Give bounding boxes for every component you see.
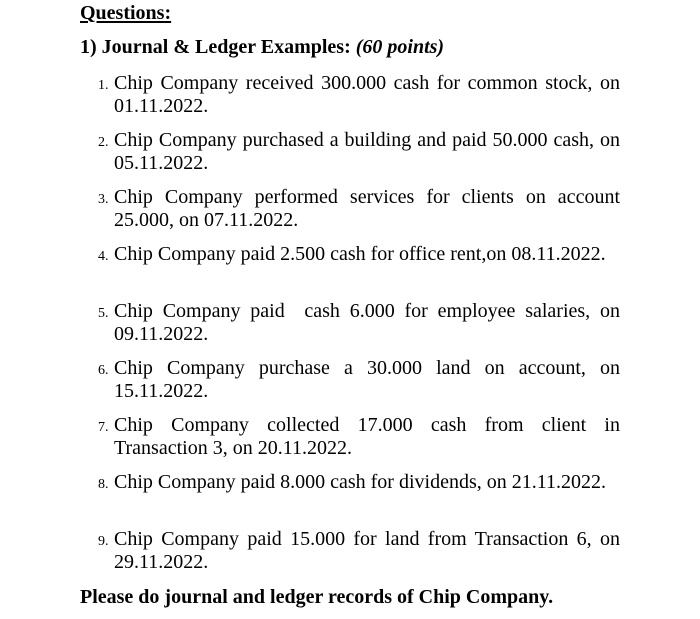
question-text: Chip Company paid 15.000 for land from Transaction 6, on 29.11.2022. <box>114 528 620 573</box>
question-number: 8. <box>98 477 109 492</box>
question-item <box>98 414 620 460</box>
question-number: 7. <box>98 420 109 435</box>
question-text: Chip Company paid 2.500 cash for office rent,on 08.11.2022. <box>114 243 606 265</box>
question-text: Chip Company performed services for clients on account 25.000, on 07.11.2022. <box>114 186 620 231</box>
question-text: Chip Company collected 17.000 cash from client in Transaction 3, on 20.11.2022. <box>114 414 620 459</box>
question-item <box>98 243 620 289</box>
question-text: Chip Company paid cash 6.000 for employee salaries, on 09.11.2022. <box>114 300 625 345</box>
question-item <box>98 471 620 517</box>
question-text: Chip Company purchase a 30.000 land on account, on 15.11.2022. <box>114 357 620 402</box>
questions-heading: Questions: <box>80 2 172 24</box>
question-item <box>98 129 620 175</box>
section-title-text: 1) Journal & Ledger Examples: <box>80 36 351 58</box>
question-number: 9. <box>98 534 109 549</box>
question-number: 3. <box>98 192 109 207</box>
question-item <box>98 528 620 574</box>
section-points: (60 points) <box>355 36 445 58</box>
question-item <box>98 300 625 346</box>
question-number: 2. <box>98 135 109 150</box>
question-item <box>98 186 620 232</box>
question-number: 4. <box>98 249 109 264</box>
instruction-footer: Please do journal and ledger records of Chip Company. <box>80 586 554 608</box>
question-text: Chip Company purchased a building and paid 50.000 cash, on 05.11.2022. <box>114 129 620 174</box>
question-text: Chip Company paid 8.000 cash for dividends, on 21.11.2022. <box>114 471 606 493</box>
question-item <box>98 357 620 403</box>
section-title <box>80 36 444 59</box>
question-list <box>98 72 625 585</box>
question-text: Chip Company received 300.000 cash for common stock, on 01.11.2022. <box>114 72 620 117</box>
question-number: 5. <box>98 306 109 321</box>
question-item <box>98 72 620 118</box>
question-number: 6. <box>98 363 109 378</box>
question-number: 1. <box>98 78 109 93</box>
